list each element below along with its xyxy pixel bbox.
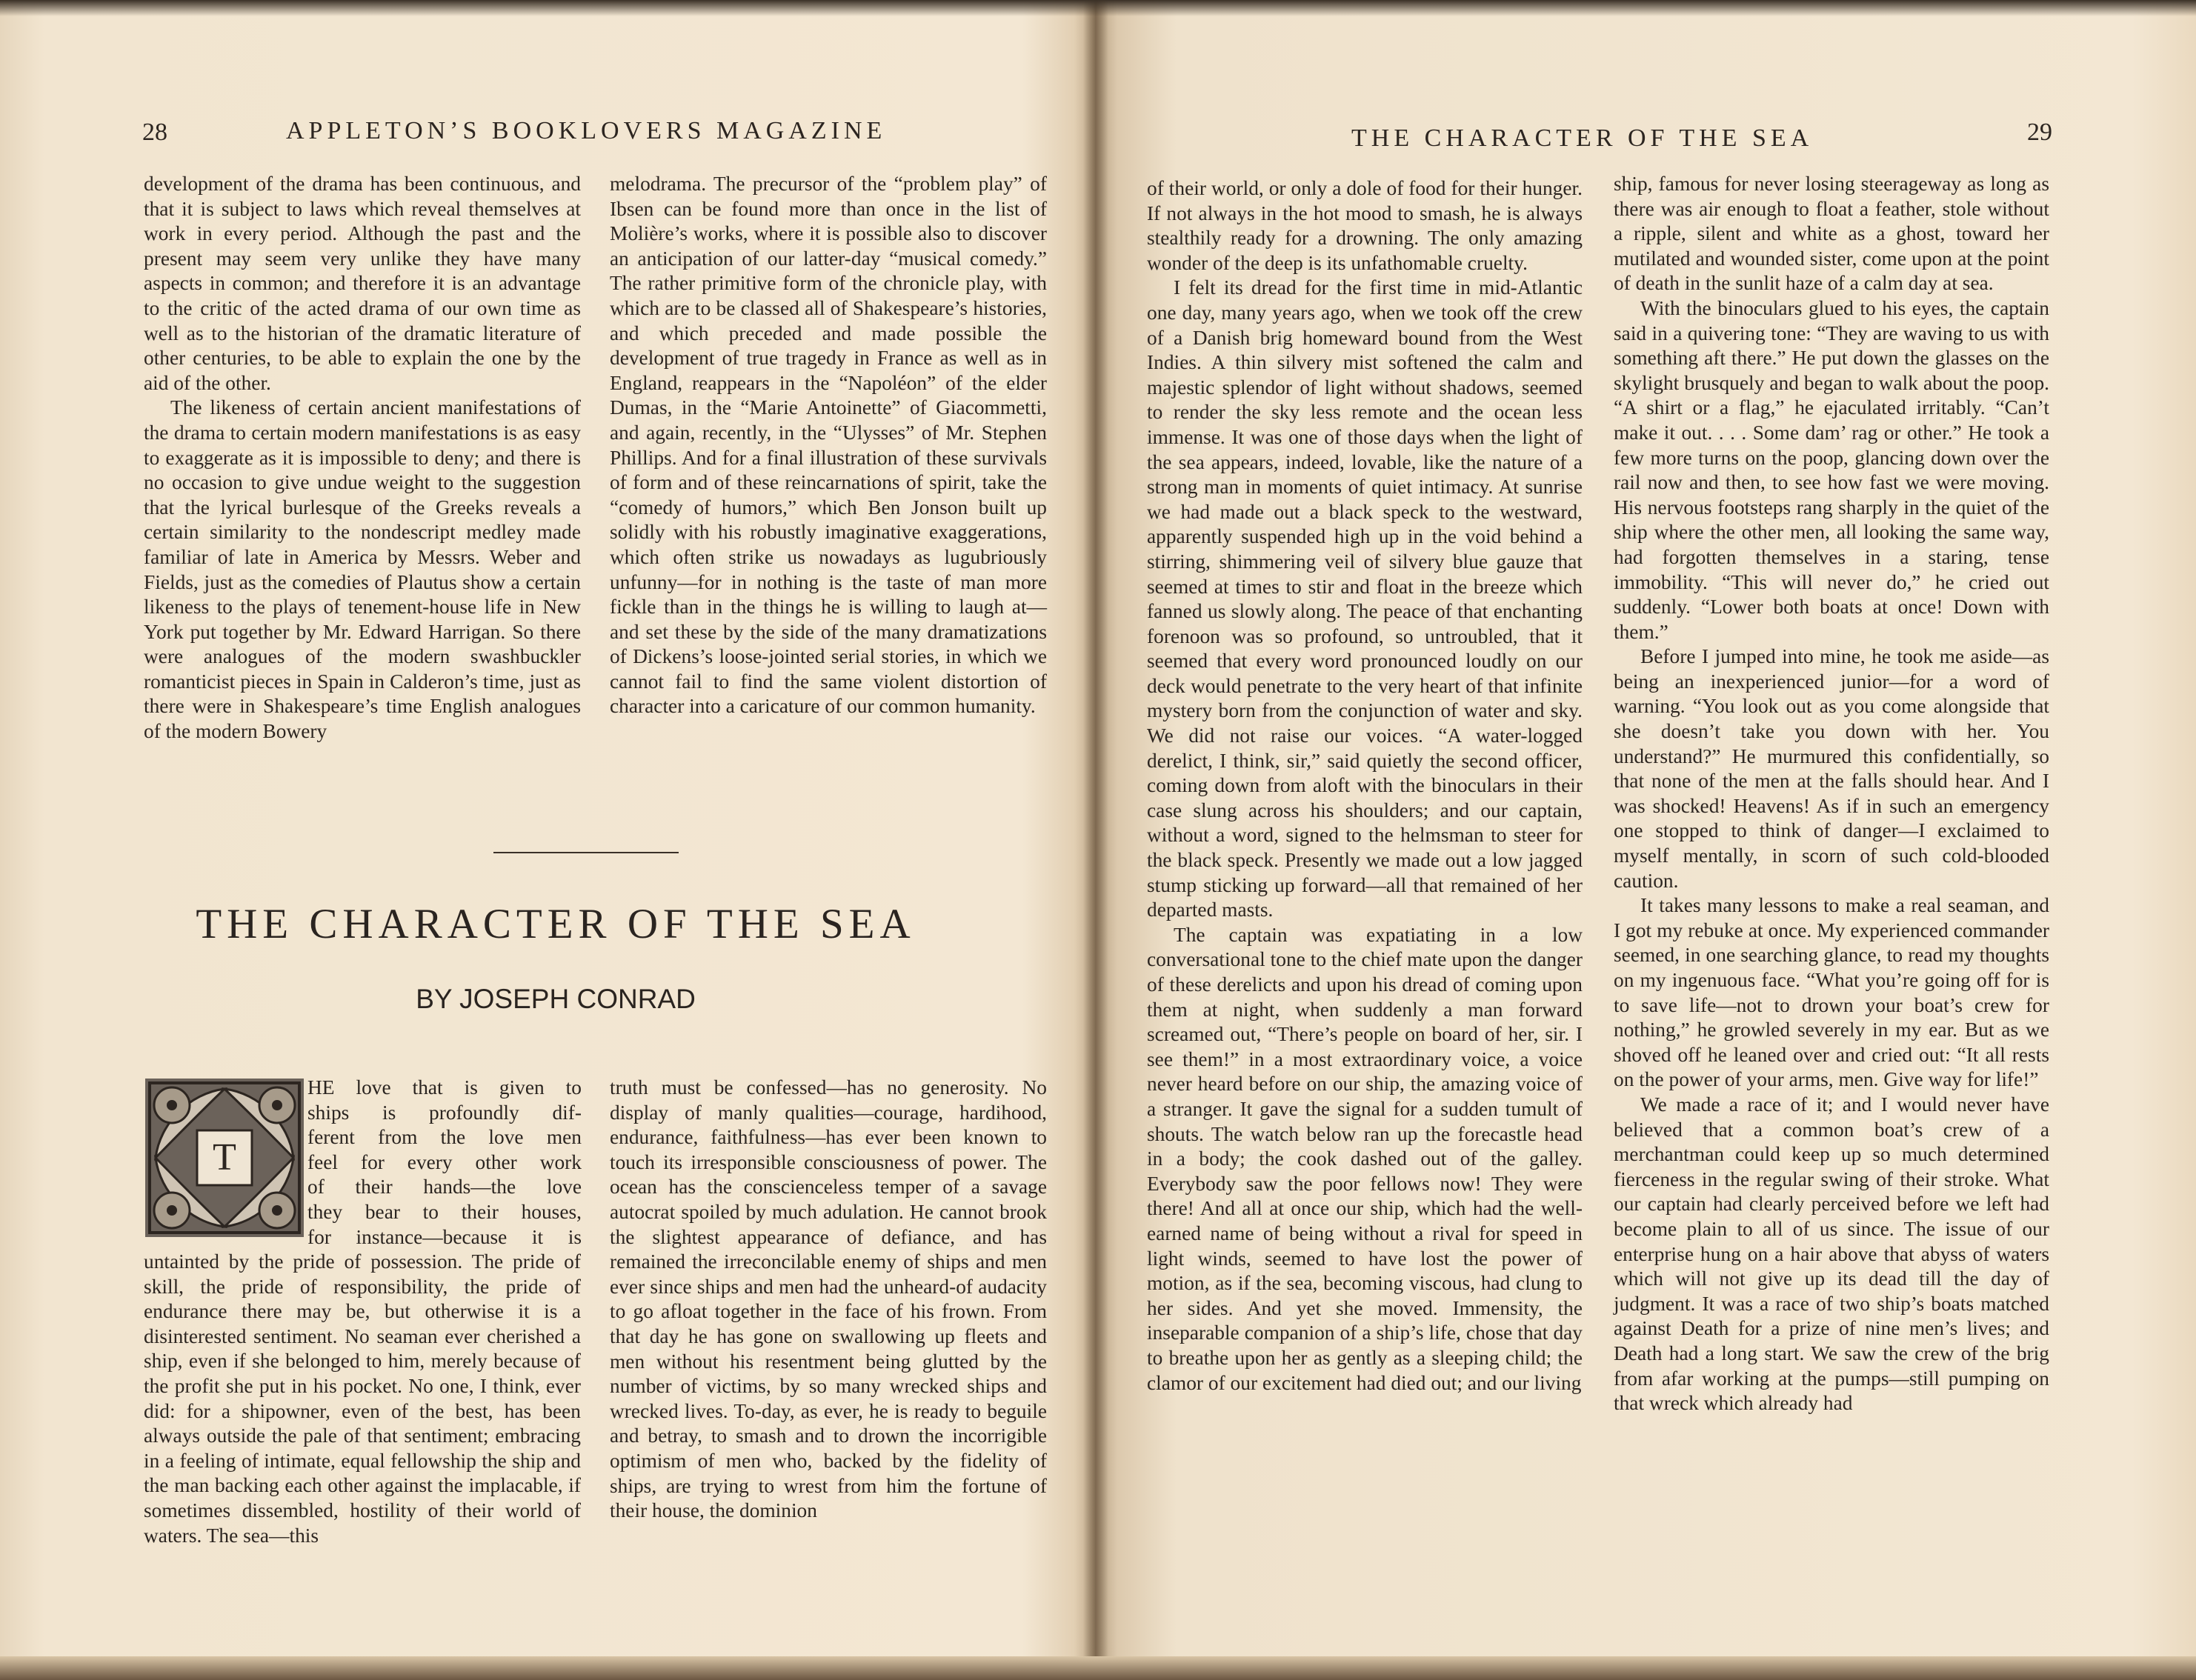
paragraph: ship, famous for never losing steerageway as long as there was air enough to float a feather, stole without a ripple, silent and white as a ghost, toward her mutilated and wounded sister, come upon at the point of death in the sunlit haze of a calm day at sea. [1614, 173, 2049, 295]
article-byline: BY JOSEPH CONRAD [416, 984, 696, 1014]
running-head-left: APPLETON’S BOOKLOVERS MAGAZINE [286, 117, 887, 144]
opening-line: ferent from the love men [307, 1126, 582, 1149]
paragraph: melodrama. The precursor of the “problem play” of Ibsen can be found more than once in the list of Molière’s works, where it is possible also to discover an anticipation of our latter-day “musical comedy.” The rather primitive form of the chronicle play, with which are to be classed all of Shakespeare’s histories, and which preceded and made possible the development of true tragedy in France as well as in England, reappears in the “Napoléon” of the elder Dumas, in the “Marie Antoinette” of Giacommetti, and again, recently, in the “Ulysses” of Mr. Stephen Phillips. And for a final illustration of these survivals of form and of these reincarnations of spirit, take the “comedy of humors,” which Ben Jonson built up solidly with his robustly imaginative exaggerations, which often strike us nowadays as lugubriously unfunny—for in nothing is the taste of man more fickle than in the things he is willing to laugh at—and set these by the side of the many dramatizations of Dickens’s loose-jointed serial stories, in which we cannot fail to find the same violent distortion of character into a caricature of our common humanity. [610, 173, 1047, 718]
page-number-right: 29 [2027, 119, 2052, 146]
opening-line: of their hands—the love [307, 1176, 582, 1199]
page-number-left: 28 [142, 119, 167, 146]
book-spine-gutter [1083, 0, 1108, 1680]
paragraph: It takes many lessons to make a real seaman, and I got my rebuke at once. My experienced commander seemed, in one searching glance, to read my thoughts on my ingenuous face. “What you’re going off for is to save life—not to drown your boat’s crew for nothing,” he growled severely in my ear. But as we shoved off he leaned over and cried out: “It all rests on the power of your arms, men. Give way for life!” [1614, 894, 2049, 1091]
paragraph: of their world, or only a dole of food for their hunger. If not always in the hot mood to smash, he is always stealthily ready for a drowning. The only amazing wonder of the deep is its unfathomable cruelty. [1147, 177, 1583, 274]
article-column-1 [144, 1250, 581, 1548]
ornamental-drop-cap [145, 1079, 304, 1237]
article-title: THE CHARACTER OF THE SEA [196, 901, 916, 947]
paragraph: With the binoculars glued to his eyes, the captain said in a quivering tone: “They are waving to us with something aft there.” He put down the glasses on the skylight brusquely and began to walk about the poop. “A shirt or a flag,” he ejaculated irritably. “Can’t make it out. . . . Some dam’ rag or other.” He took a few more turns on the poop, glancing down over the rail now and then, to see how fast we were moving. His nervous footsteps rang sharply in the quiet of the ship where the other men, all looking the same way, had forgotten themselves in a staring, tense immobility. “This will never do,” he cried out suddenly. “Lower both boats at once! Down with them.” [1614, 296, 2049, 643]
right-column-2 [1614, 172, 2049, 1416]
opening-line: for instance—because it is [307, 1225, 582, 1248]
left-column-2 [610, 172, 1047, 719]
opening-line: ships is profoundly dif- [307, 1101, 582, 1124]
paragraph: truth must be confessed—has no generosity. No display of manly qualities—courage, hardihood, endurance, faithfulness—has ever been known to touch its irresponsible consciousness of power. The ocean has the conscienceless temper of a savage autocrat spoiled by much adulation. He cannot brook the slightest appearance of defiance, and has remained the irreconcilable enemy of ships and men ever since ships and men had the unheard-of audacity to go afloat together in the face of his frown. From that day he has gone on swallowing up fleets and men without his resentment being glutted by the number of victims, by so many wrecked ships and wrecked lives. To-day, as ever, he is ready to beguile and betray, to smash and to drown the incorrigible optimism of men who, backed by the fidelity of ships, are trying to wrest from him the fortune of their house, the dominion [610, 1076, 1047, 1522]
running-head-right: THE CHARACTER OF THE SEA [1351, 124, 1814, 152]
paragraph: I felt its dread for the first time in mid-Atlantic one day, many years ago, when we took off the crew of a Danish brig homeward bound from the West Indies. A thin silvery mist softened the calm and majestic splendor of light without shadows, seemed to render the sky less remote and the ocean less immense. It was one of those days when the light of the sea appears, indeed, lovable, like the nature of a strong man in moments of quiet intimacy. At sunrise we had made out a black speck to the westward, apparently suspended high up in the void behind a stirring, shimmering veil of silvery blue gauze that seemed at times to stir and float in the breeze which fanned us slowly along. The peace of that enchanting forenoon was so profound, so untroubled, that it seemed that every word pronounced loudly on our deck would penetrate to the very heart of that infinite mystery born from the conjunction of water and sky. We did not raise our voices. “A water-logged derelict, I think, sir,” said quietly the second officer, coming down from aloft with the binoculars in their case slung across his shoulders; and our captain, without a word, signed to the helmsman to steer for the black speck. Presently we made out a low jagged stump sticking up forward—all that remained of her departed masts. [1147, 276, 1583, 921]
paragraph: We made a race of it; and I would never have believed that a common boat’s crew of a merchantman could keep up so much determined fierceness in the regular swing of their stroke. What our captain had clearly perceived before we left had become plain to all of us since. The issue of our enterprise hung on a hair above that abyss of waters which will not give up its dead till the day of judgment. It was a race of two ship’s boats matched against Death for a prize of nine men’s lives; and Death had a long start. We saw the crew of the brig from afar working at the pumps—still pumping on that wreck which already had [1614, 1093, 2049, 1415]
opening-line: they bear to their houses, [307, 1200, 582, 1223]
left-page [0, 0, 1095, 1680]
left-column-1 [144, 172, 581, 744]
paragraph: The likeness of certain ancient manifestations of the drama to certain modern manifestations is as easy to exaggerate as it is impossible to deny; and there is no occasion to give undue weight to the suggestion that the lyrical burlesque of the Greeks reveals a certain similarity to the nondescript medley made familiar of late in America by Messrs. Weber and Fields, just as the comedies of Plautus show a certain likeness to the plays of tenement-house life in New York put together by Mr. Edward Harrigan. So there were analogues of the modern swashbuckler romanticist pieces in Spain in Calderon’s time, just as there were in Shakespeare’s time English analogues of the modern Bowery [144, 396, 581, 743]
top-edge-shadow [0, 0, 2196, 16]
article-opening-lines [307, 1076, 582, 1250]
paragraph: untainted by the pride of possession. The pride of skill, the pride of responsibility, the pride of endurance there may be, but otherwise it is a disinterested sentiment. No seaman ever cherished a ship, even if she belonged to him, merely because of the profit she put in his pocket. No one, I think, ever did: for a shipowner, even of the best, has been always outside the pale of that sentiment; embracing in a feeling of intimate, equal fellowship the ship and the man backing each other against the implacable, if sometimes dissembled, hostility of their world of waters. The sea—this [144, 1250, 581, 1547]
paragraph: Before I jumped into mine, he took me aside—as being an inexperienced junior—for a word of warning. “You look out as you come alongside that she doesn’t take you down with her. You understand?” He murmured this confidentially, so that none of the men at the falls should hear. And I was shocked! Heavens! As if in such an emergency one stopped to think of danger—I exclaimed to myself mentally, in scorn of such cold-blooded caution. [1614, 645, 2049, 892]
article-column-2 [610, 1076, 1047, 1524]
right-page [1095, 0, 2196, 1680]
opening-line: HE love that is given to [307, 1076, 582, 1099]
paragraph: The captain was expatiating in a low conversational tone to the chief mate upon the danger of these derelicts and upon his dread of coming upon them at night, when suddenly a man forward screamed out, “There’s people on board of her, sir. I see them!” in a most extraordinary voice, a voice never heard before on our ship, the amazing voice of a stranger. It gave the signal for a sudden tumult of shouts. The watch below ran up the forecastle head in a body; the cook dashed out of the galley. Everybody saw the poor fellows now! They were there! And all at once our ship, which had the well-earned name of being without a rival for speed in light winds, seemed to have lost the power of motion, as if the sea, becoming viscous, had clung to her sides. And yet she moved. Immensity, the inseparable companion of a ship’s life, chose that day to breathe upon her as gently as a sleeping child; the clamor of our excitement had died out; and our living [1147, 923, 1583, 1394]
right-column-1 [1147, 176, 1583, 1396]
section-divider [493, 852, 679, 853]
drop-cap-letter: T [213, 1136, 236, 1179]
paragraph: development of the drama has been continuous, and that it is subject to laws which reveal themselves at work in every period. Although the past and the present may seem very unlike they have many aspects in common; and therefore it is an advantage to the critic of the acted drama of our own time as well as to the historian of the dramatic literature of other centuries, to be able to explain the one by the aid of the other. [144, 173, 581, 394]
opening-line: feel for every other work [307, 1150, 582, 1173]
bottom-page-edge [0, 1656, 2196, 1680]
